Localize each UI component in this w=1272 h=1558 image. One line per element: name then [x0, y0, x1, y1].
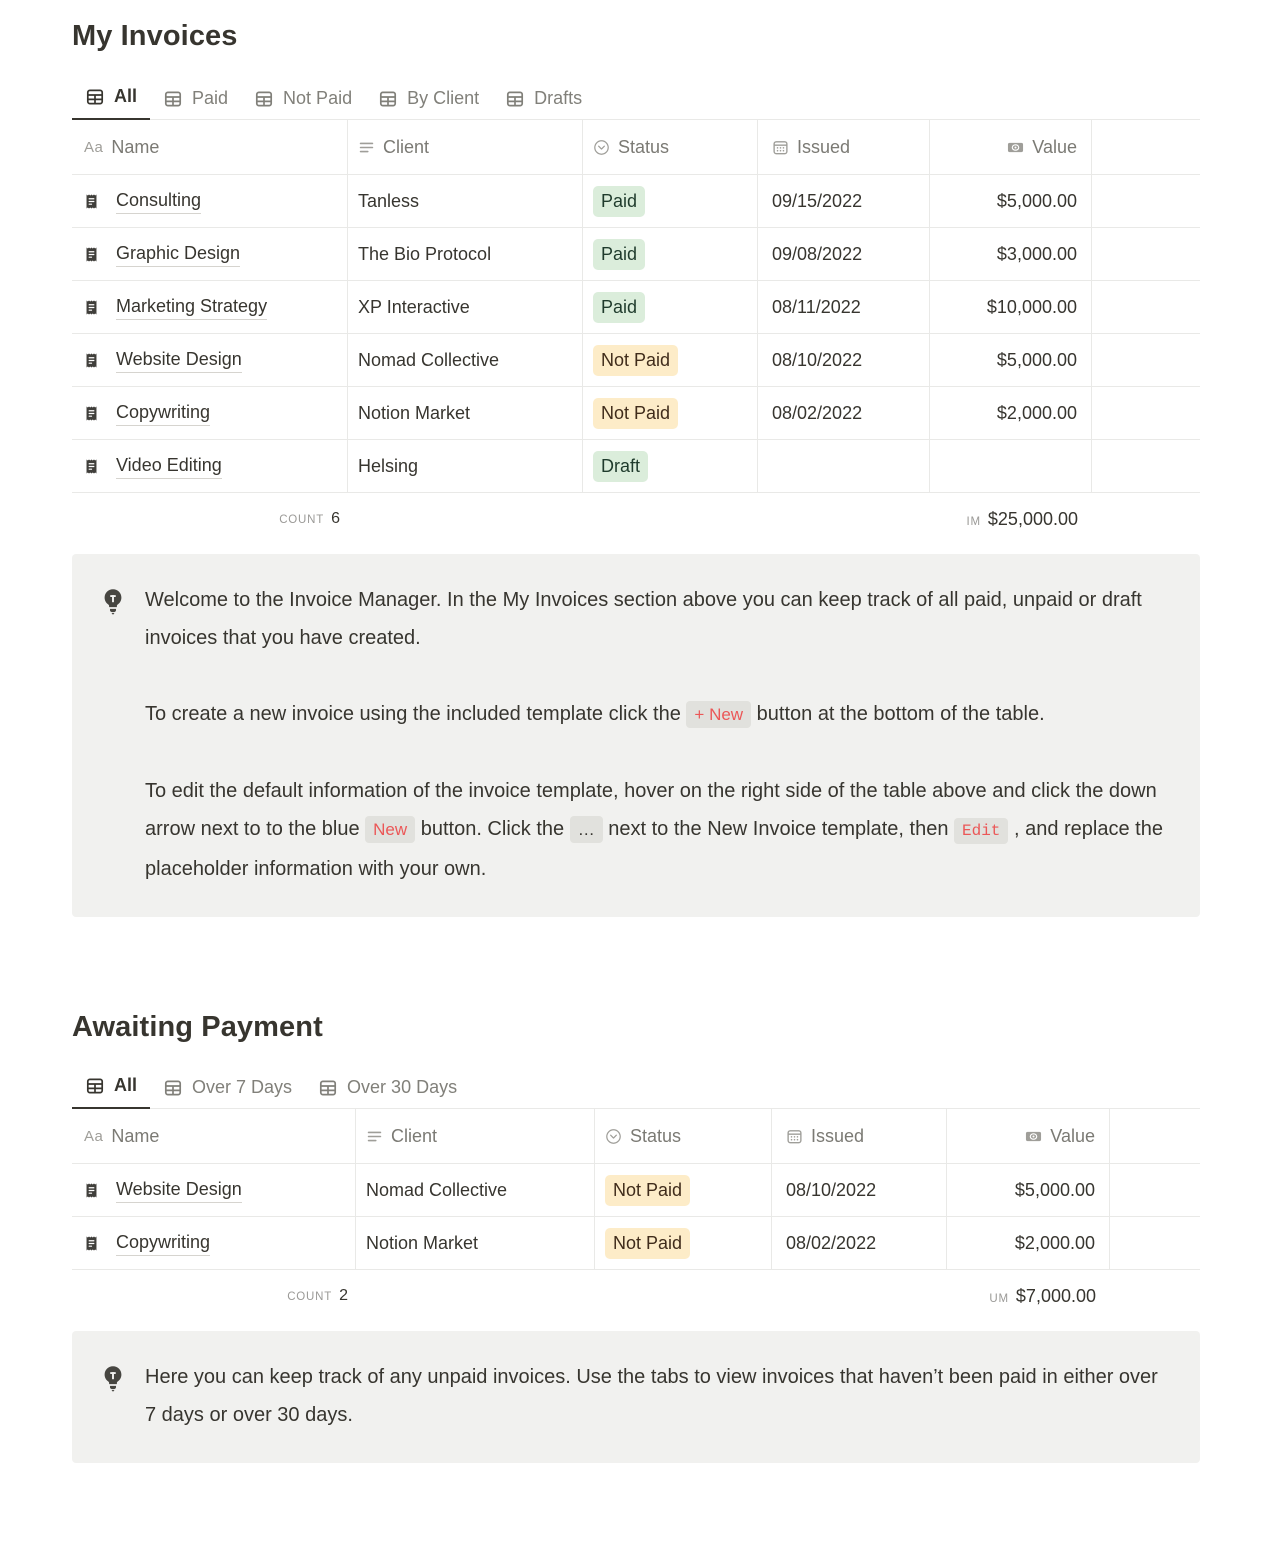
tab-over-7-days[interactable]	[150, 1071, 305, 1109]
value-cell[interactable]: $2,000.00	[930, 387, 1092, 439]
inline-new-chip: New	[365, 816, 415, 843]
invoice-page-link[interactable]: Website Design	[116, 1177, 242, 1203]
callout-text	[145, 1358, 1166, 1434]
issued-cell[interactable]: 08/10/2022	[758, 334, 930, 386]
money-property-icon	[1007, 139, 1024, 156]
empty-cell	[1110, 1164, 1200, 1216]
table-view-icon	[163, 1078, 183, 1098]
column-header-client[interactable]	[348, 120, 583, 174]
my-invoices-table	[72, 120, 1200, 545]
status-cell[interactable]	[583, 228, 758, 280]
status-cell[interactable]	[583, 334, 758, 386]
table-view-icon	[505, 89, 525, 109]
empty-header-cell	[1092, 120, 1200, 174]
invoice-page-link[interactable]: Graphic Design	[116, 241, 240, 267]
table-row	[72, 387, 1200, 440]
tab-paid[interactable]	[150, 82, 241, 120]
table-view-icon	[85, 1076, 105, 1096]
receipt-icon	[84, 193, 99, 210]
awaiting-payment-view-tabs	[72, 1069, 1200, 1109]
value-cell[interactable]: $5,000.00	[930, 175, 1092, 227]
status-badge: Not Paid	[593, 345, 678, 376]
count-label: COUNT	[279, 514, 325, 526]
name-cell[interactable]	[72, 334, 348, 386]
issued-cell[interactable]: 09/15/2022	[758, 175, 930, 227]
status-badge: Not Paid	[605, 1228, 690, 1259]
status-cell[interactable]	[595, 1164, 772, 1216]
receipt-icon	[84, 1235, 99, 1252]
status-cell[interactable]	[583, 175, 758, 227]
count-value: 6	[331, 510, 340, 527]
paragraph-property-icon	[366, 1128, 383, 1145]
issued-cell[interactable]: 09/08/2022	[758, 228, 930, 280]
status-badge: Paid	[593, 239, 645, 270]
column-header-issued[interactable]	[758, 120, 930, 174]
value-cell[interactable]: $5,000.00	[930, 334, 1092, 386]
value-cell[interactable]	[930, 440, 1092, 492]
value-cell[interactable]: $3,000.00	[930, 228, 1092, 280]
table-row	[72, 440, 1200, 493]
column-header-label: Client	[391, 1125, 438, 1146]
calendar-property-icon	[786, 1128, 803, 1145]
invoice-page-link[interactable]: Marketing Strategy	[116, 294, 267, 320]
issued-cell[interactable]: 08/11/2022	[758, 281, 930, 333]
name-cell[interactable]	[72, 440, 348, 492]
paragraph-property-icon	[358, 139, 375, 156]
table-view-icon	[318, 1078, 338, 1098]
tab-label: All	[114, 86, 138, 106]
sum-aggregate[interactable]	[947, 1286, 1110, 1307]
count-label: COUNT	[287, 1291, 333, 1303]
table-header-row	[72, 1109, 1200, 1164]
inline-ellipsis-menu-chip: …	[570, 816, 603, 843]
awaiting-payment-callout	[72, 1331, 1200, 1463]
table-view-icon	[378, 89, 398, 109]
table-view-icon	[85, 87, 105, 107]
table-row	[72, 1217, 1200, 1270]
column-header-label: Value	[1032, 136, 1077, 157]
name-cell[interactable]	[72, 1164, 356, 1216]
text-segment: To edit the default information of the invoice template, hover on the right side of the table above and click the down arrow next to to the blue	[145, 780, 1157, 840]
table-row	[72, 175, 1200, 228]
receipt-icon	[84, 299, 99, 316]
status-badge: Not Paid	[593, 398, 678, 429]
receipt-icon	[84, 405, 99, 422]
client-cell[interactable]: Helsing	[348, 440, 583, 492]
invoice-page-link[interactable]: Copywriting	[116, 400, 210, 426]
tab-label: All	[114, 1075, 138, 1095]
callout-paragraph-2	[145, 695, 1166, 734]
column-header-name[interactable]	[72, 1109, 356, 1163]
column-header-label: Client	[383, 136, 430, 157]
section-title-my-invoices: My Invoices	[72, 20, 238, 52]
empty-cell	[1092, 281, 1200, 333]
callout-paragraph-1: Welcome to the Invoice Manager. In the My Invoices section above you can keep track of all paid, unpaid or draft invoices that you have created.	[145, 589, 1142, 649]
empty-cell	[1092, 440, 1200, 492]
tab-by-client[interactable]	[365, 82, 492, 120]
callout-paragraph-1: Here you can keep track of any unpaid invoices. Use the tabs to view invoices that haven’t been paid in either over 7 days or over 30 days.	[145, 1366, 1158, 1426]
receipt-icon	[84, 352, 99, 369]
table-row	[72, 334, 1200, 387]
callout-paragraph-3	[145, 772, 1166, 888]
text-segment: next to the New Invoice template, then	[602, 818, 954, 840]
callout-text	[145, 581, 1166, 888]
awaiting-payment-table	[72, 1109, 1200, 1322]
sum-aggregate[interactable]	[930, 509, 1092, 530]
text-segment: button. Click the	[415, 818, 570, 840]
invoice-page-link[interactable]: Video Editing	[116, 453, 222, 479]
client-cell[interactable]: Nomad Collective	[348, 334, 583, 386]
empty-cell	[1110, 1217, 1200, 1269]
table-row	[72, 281, 1200, 334]
issued-cell[interactable]: 08/02/2022	[758, 387, 930, 439]
client-cell[interactable]: Tanless	[348, 175, 583, 227]
count-value: 2	[339, 1287, 348, 1304]
status-cell[interactable]	[583, 440, 758, 492]
empty-cell	[1092, 334, 1200, 386]
column-header-label: Value	[1050, 1125, 1095, 1146]
tab-label: Over 7 Days	[192, 1077, 293, 1097]
select-property-icon	[593, 139, 610, 156]
column-header-label: Status	[630, 1125, 682, 1146]
value-cell[interactable]: $10,000.00	[930, 281, 1092, 333]
column-header-label: Name	[111, 136, 160, 157]
calendar-property-icon	[772, 139, 789, 156]
column-header-status[interactable]	[583, 120, 758, 174]
lightbulb-icon	[100, 588, 126, 888]
invoice-page-link[interactable]: Consulting	[116, 188, 201, 214]
column-header-status[interactable]	[595, 1109, 772, 1163]
table-header-row	[72, 120, 1200, 175]
table-row	[72, 228, 1200, 281]
receipt-icon	[84, 246, 99, 263]
sum-value: $25,000.00	[987, 508, 1078, 529]
tab-not-paid[interactable]	[241, 82, 365, 120]
table-footer	[72, 493, 1200, 545]
name-cell[interactable]	[72, 228, 348, 280]
column-header-client[interactable]	[356, 1109, 595, 1163]
table-view-icon	[163, 89, 183, 109]
status-badge: Not Paid	[605, 1175, 690, 1206]
client-cell[interactable]: XP Interactive	[348, 281, 583, 333]
name-cell[interactable]	[72, 281, 348, 333]
money-property-icon	[1025, 1128, 1042, 1145]
client-cell[interactable]: The Bio Protocol	[348, 228, 583, 280]
select-property-icon	[605, 1128, 622, 1145]
tab-label: Paid	[192, 88, 229, 108]
status-cell[interactable]	[583, 387, 758, 439]
empty-cell	[1092, 228, 1200, 280]
client-cell[interactable]: Nomad Collective	[356, 1164, 595, 1216]
awaiting-payment-section	[72, 1011, 1200, 1463]
table-footer	[72, 1270, 1200, 1322]
text-property-icon: Aa	[84, 138, 104, 156]
issued-cell[interactable]: 08/02/2022	[772, 1217, 947, 1269]
issued-cell[interactable]	[758, 440, 930, 492]
sum-label-clipped: UM	[989, 1292, 1009, 1305]
tab-drafts[interactable]	[492, 82, 595, 120]
column-header-label: Name	[111, 1125, 160, 1146]
value-cell[interactable]: $5,000.00	[947, 1164, 1110, 1216]
section-title-awaiting-payment: Awaiting Payment	[72, 1011, 323, 1043]
text-segment: To create a new invoice using the included template click the	[145, 703, 687, 725]
text-property-icon: Aa	[84, 1127, 104, 1145]
column-header-value[interactable]	[930, 120, 1092, 174]
invoice-page-link[interactable]: Website Design	[116, 347, 242, 373]
column-header-name[interactable]	[72, 120, 348, 174]
table-view-icon	[254, 89, 274, 109]
count-aggregate[interactable]	[72, 1287, 356, 1305]
my-invoices-callout	[72, 554, 1200, 917]
text-segment: button at the bottom of the table.	[751, 703, 1045, 725]
name-cell[interactable]	[72, 175, 348, 227]
text-segment: , and replace the placeholder information with your own.	[145, 818, 1163, 880]
value-cell[interactable]: $2,000.00	[947, 1217, 1110, 1269]
invoice-page-link[interactable]: Copywriting	[116, 1230, 210, 1256]
lightbulb-icon	[100, 1365, 126, 1434]
receipt-icon	[84, 1182, 99, 1199]
column-header-label: Issued	[811, 1125, 865, 1146]
tab-all[interactable]	[72, 80, 150, 120]
tab-label: Drafts	[534, 88, 583, 108]
empty-cell	[1092, 387, 1200, 439]
tab-label: By Client	[407, 88, 480, 108]
name-cell[interactable]	[72, 387, 348, 439]
status-cell[interactable]	[595, 1217, 772, 1269]
inline-edit-chip: Edit	[954, 818, 1008, 844]
column-header-label: Status	[618, 136, 670, 157]
receipt-icon	[84, 458, 99, 475]
status-badge: Paid	[593, 186, 645, 217]
table-row	[72, 1164, 1200, 1217]
column-header-issued[interactable]	[772, 1109, 947, 1163]
client-cell[interactable]: Notion Market	[356, 1217, 595, 1269]
sum-label-clipped: IM	[966, 515, 981, 528]
empty-header-cell	[1110, 1109, 1200, 1163]
name-cell[interactable]	[72, 1217, 356, 1269]
status-badge: Draft	[593, 451, 648, 482]
tab-over-30-days[interactable]	[305, 1071, 470, 1109]
my-invoices-section	[72, 20, 1200, 917]
my-invoices-view-tabs	[72, 80, 1200, 120]
issued-cell[interactable]: 08/10/2022	[772, 1164, 947, 1216]
inline-new-button-chip: + New	[686, 701, 751, 728]
sum-value: $7,000.00	[1015, 1285, 1096, 1306]
tab-label: Over 30 Days	[347, 1077, 458, 1097]
empty-cell	[1092, 175, 1200, 227]
status-cell[interactable]	[583, 281, 758, 333]
column-header-label: Issued	[797, 136, 851, 157]
status-badge: Paid	[593, 292, 645, 323]
client-cell[interactable]: Notion Market	[348, 387, 583, 439]
tab-all[interactable]	[72, 1069, 150, 1109]
count-aggregate[interactable]	[72, 510, 348, 528]
column-header-value[interactable]	[947, 1109, 1110, 1163]
tab-label: Not Paid	[283, 88, 353, 108]
